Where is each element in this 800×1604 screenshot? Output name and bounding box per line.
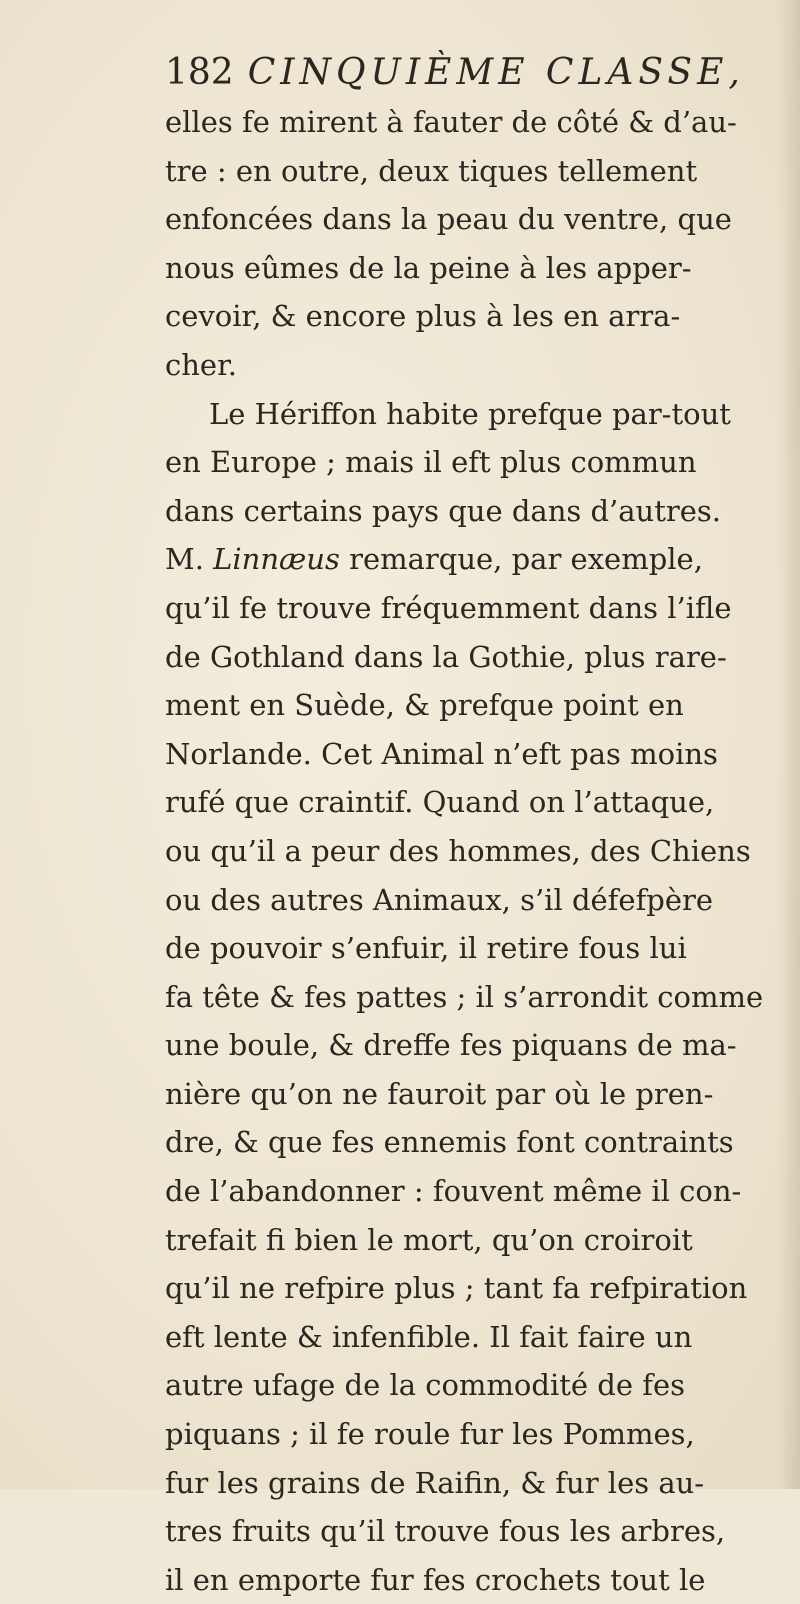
text-line: tres fruits qu’il trouve fous les arbres, bbox=[165, 1514, 726, 1549]
text-line: qu’il fe trouve fréquemment dans l’ifle bbox=[165, 590, 732, 625]
text-line: tre : en outre, deux tiques tellement bbox=[165, 153, 698, 188]
text-line: piquans ; il fe roule fur les Pommes, bbox=[165, 1417, 695, 1452]
running-header bbox=[165, 48, 765, 98]
text-line: rufé que craintif. Quand on l’attaque, bbox=[165, 785, 715, 820]
text-line: fa tête & fes pattes ; il s’arrondit comme bbox=[165, 979, 764, 1014]
text-line bbox=[165, 535, 800, 584]
text-line: qu’il ne refpire plus ; tant fa refpiration bbox=[165, 1271, 748, 1306]
text-line: enfoncées dans la peau du ventre, que bbox=[165, 202, 732, 237]
text-line: il en emporte fur fes crochets tout le bbox=[165, 1562, 706, 1597]
text-segment: M. bbox=[165, 542, 214, 577]
paragraph-start-line: Le Hériffon habite prefque par-tout bbox=[209, 396, 731, 431]
text-line: dans certains pays que dans d’autres. bbox=[165, 493, 722, 528]
text-line: ment en Suède, & prefque point en bbox=[165, 688, 684, 723]
text-line: trefait fi bien le mort, qu’on croiroit bbox=[165, 1222, 693, 1257]
text-line: ou des autres Animaux, s’il défefpère bbox=[165, 882, 714, 917]
text-line: Norlande. Cet Animal n’eft pas moins bbox=[165, 736, 718, 771]
text-line: fur les grains de Raifin, & fur les au- bbox=[165, 1465, 705, 1500]
text-line: cevoir, & encore plus à les en arra- bbox=[165, 299, 681, 334]
text-line: de l’abandonner : fouvent même il con- bbox=[165, 1174, 742, 1209]
text-segment: remarque, par exemple, bbox=[339, 542, 703, 577]
author-name: Linnæus bbox=[213, 542, 340, 577]
text-line: cher. bbox=[165, 347, 237, 382]
text-line: dre, & que fes ennemis font contraints bbox=[165, 1125, 734, 1160]
text-line: nous eûmes de la peine à les apper- bbox=[165, 250, 692, 285]
text-line: autre ufage de la commodité de fes bbox=[165, 1368, 685, 1403]
text-line: de pouvoir s’enfuir, il retire fous lui bbox=[165, 931, 687, 966]
text-line: de Gothland dans la Gothie, plus rare- bbox=[165, 639, 727, 674]
text-line: eft lente & infenfible. Il fait faire un bbox=[165, 1319, 693, 1354]
running-title: CINQUIÈME CLASSE, bbox=[247, 52, 745, 93]
text-line: elles fe mirent à fauter de côté & d’au- bbox=[165, 105, 737, 139]
body-text bbox=[165, 98, 800, 1604]
text-line: ou qu’il a peur des hommes, des Chiens bbox=[165, 833, 751, 868]
text-line: nière qu’on ne fauroit par où le pren- bbox=[165, 1076, 714, 1111]
text-line: une boule, & dreffe fes piquans de ma- bbox=[165, 1028, 737, 1063]
text-line: en Europe ; mais il eft plus commun bbox=[165, 445, 697, 480]
page-number: 182 bbox=[165, 52, 234, 93]
